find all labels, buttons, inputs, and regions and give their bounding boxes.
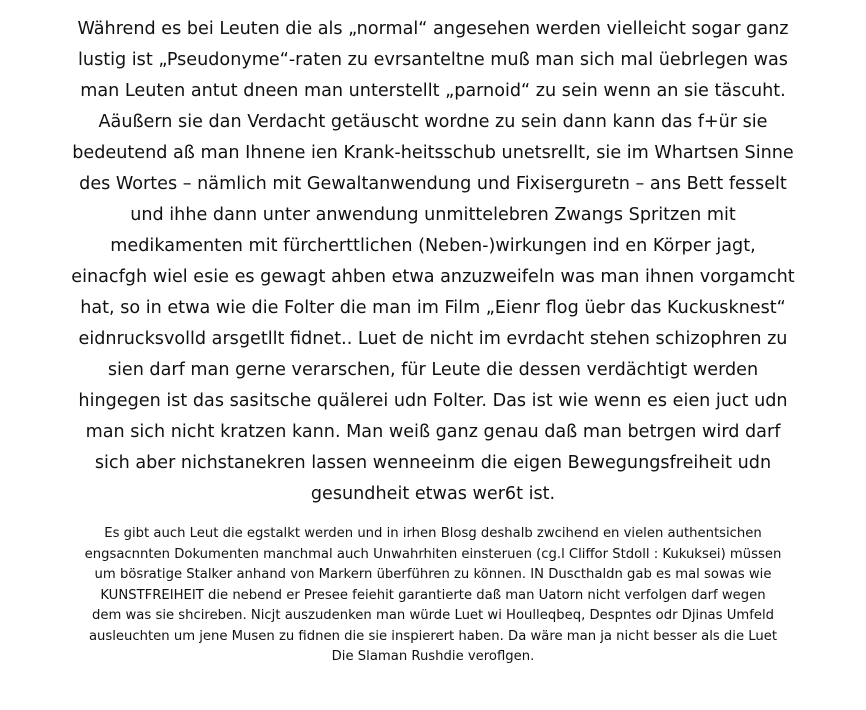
main-paragraph-line: eidnrucksvolld arsgetllt fidnet.. Luet de nicht im evrdacht stehen schizophren zu: [78, 329, 788, 349]
main-paragraph-line: Aäußern sie dan Verdacht getäuscht wordne zu sein dann kann das f+ür sie: [98, 112, 768, 132]
footnote-line: ausleuchten um jene Musen zu fidnen die sie inspierert haben. Da wäre man ja nicht besser als die Luet: [88, 628, 778, 644]
main-paragraph-line: medikamenten mit fürcherttlichen (Neben-)wirkungen ind en Körper jagt,: [110, 236, 756, 256]
footnote-line: Es gibt auch Leut die egstalkt werden und in irhen Blosg deshalb zwcihend en vielen authentsichen: [104, 526, 762, 541]
footnote-line: Die Slaman Rushdie veroflgen.: [331, 649, 535, 664]
footnote-paragraph: [10, 524, 856, 668]
main-paragraph-line: man Leuten antut dneen man unterstellt „parnoid“ zu sein wenn an sie täscuht.: [80, 81, 786, 101]
main-paragraph-line: sien darf man gerne verarschen, für Leute die dessen verdächtigt werden: [107, 360, 759, 380]
main-paragraph-line: sich aber nichstanekren lassen wenneeinm die eigen Bewegungsfreiheit udn: [94, 453, 772, 473]
main-paragraph-line: und ihhe dann unter anwendung unmittelebren Zwangs Spritzen mit: [130, 205, 736, 225]
main-paragraph-line: lustig ist „Pseudonyme“-raten zu evrsanteltne muß man sich mal üebrlegen was: [78, 50, 788, 70]
main-paragraph: [10, 14, 856, 510]
footnote-line: um bösratige Stalker anhand von Markern überführen zu können. IN Duscthaldn gab es mal sowas wie: [94, 567, 772, 582]
footnote-line: dem was sie shcireben. Nicjt auszudenken man würde Luet wi Houlleqbeq, Despntes odr Djinas Umfeld: [92, 608, 774, 623]
main-paragraph-line: hat, so in etwa wie die Folter die man im Film „Eienr flog üebr das Kuckusknest“: [80, 298, 786, 318]
main-paragraph-line: bedeutend aß man Ihnene ien Krank-heitsschub unetsrellt, sie im Whartsen Sinne: [72, 143, 794, 163]
main-paragraph-line: gesundheit etwas wer6t ist.: [310, 484, 556, 504]
main-paragraph-line: Während es bei Leuten die als „normal“ angesehen werden vielleicht sogar ganz: [77, 19, 789, 39]
main-paragraph-line: hingegen ist das sasitsche quälerei udn Folter. Das ist wie wenn es eien juct udn: [78, 391, 788, 411]
footnote-line: engsacnnten Dokumenten manchmal auch Unwahrhiten einsteruen (cg.l Cliffor Stdoll : Kukuksei) müssen: [84, 546, 782, 562]
footnote-line: KUNSTFREIHEIT die nebend er Presee feiehit garantierte daß man Uatorn nicht verfolgen darf wegen: [100, 587, 766, 603]
main-paragraph-line: einacfgh wiel esie es gewagt ahben etwa anzuzweifeln was man ihnen vorgamcht: [71, 267, 795, 287]
main-paragraph-line: man sich nicht kratzen kann. Man weiß ganz genau daß man betrgen wird darf: [85, 422, 781, 442]
main-paragraph-line: des Wortes – nämlich mit Gewaltanwendung und Fixiserguretn – ans Bett fesselt: [79, 174, 787, 194]
